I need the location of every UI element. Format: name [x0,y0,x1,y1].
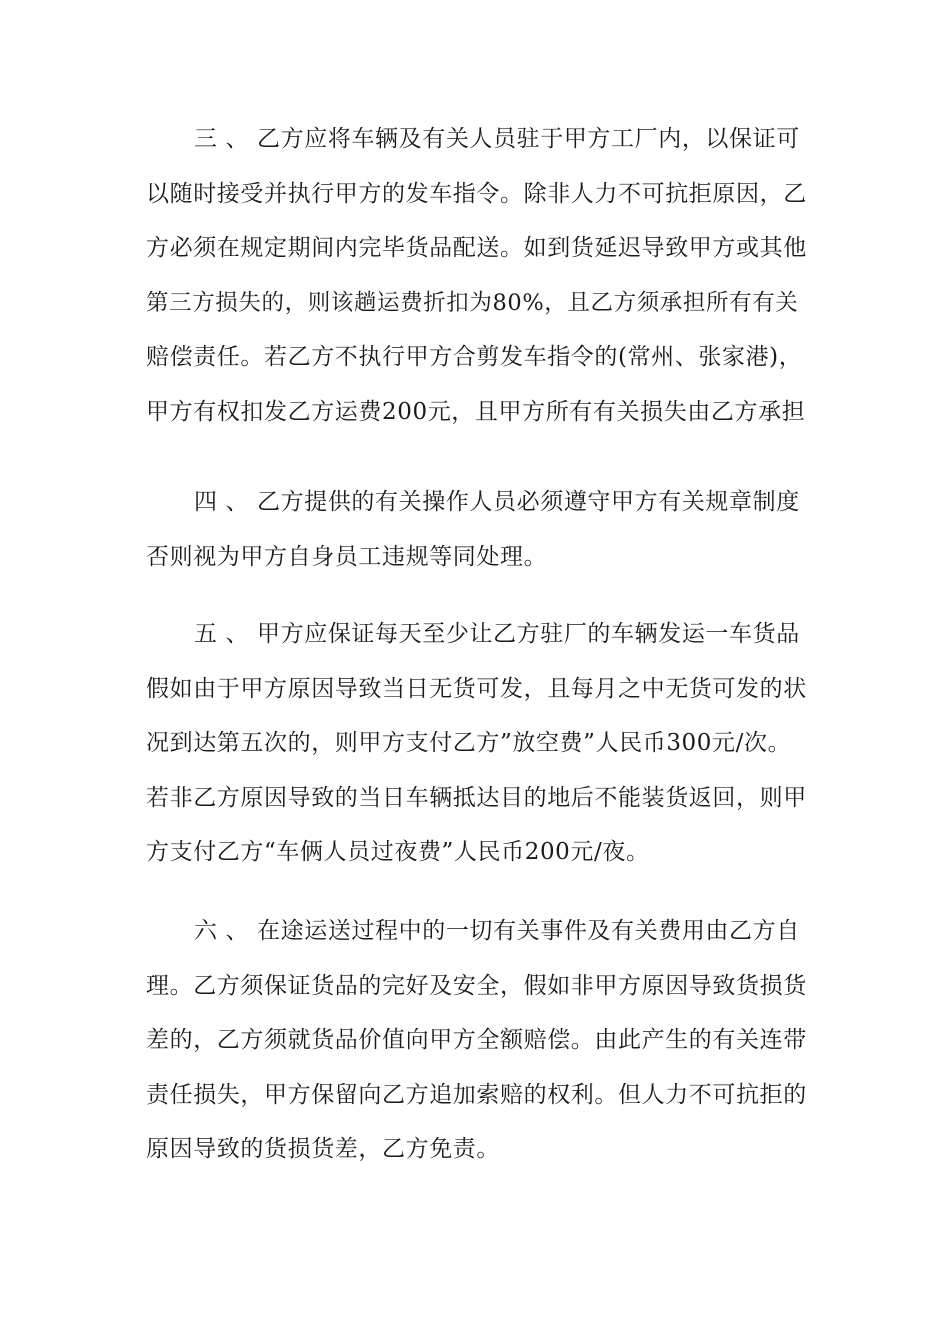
clause-six-line: 理。乙方须保证货品的完好及安全，假如非甲方原因导致货损货 [146,972,807,999]
clause-four [146,475,810,584]
clause-three-line: 以随时接受并执行甲方的发车指令。除非人力不可抗拒原因，乙 [146,180,807,207]
clause-six [146,904,810,1177]
clause-six-line: 责任损失，甲方保留向乙方追加索赔的权利。但人力不可抗拒的 [146,1081,807,1108]
clause-six-line: 原因导致的货损货差，乙方免责。 [146,1136,500,1162]
clause-three-line: 三 、 乙方应将车辆及有关人员驻于甲方工厂内，以保证可 [194,126,800,152]
clause-six-line: 六 、 在途运送过程中的一切有关事件及有关费用由乙方自 [194,918,800,944]
clause-five-line: 方支付乙方“车俩人员过夜费”人民币200元/夜。 [146,839,650,865]
clause-five-line: 况到达第五次的，则甲方支付乙方”放空费”人民币300元/次。 [146,730,792,756]
clause-five-line: 若非乙方原因导致的当日车辆抵达目的地后不能装货返回，则甲 [146,784,807,811]
clause-five [146,607,810,880]
clause-three-line: 第三方损失的，则该趟运费折扣为80%，且乙方须承担所有有关 [146,289,799,316]
clause-three-line: 赔偿责任。若乙方不执行甲方合剪发车指令的(常州、张家港)， [146,344,803,370]
clause-five-line: 五 、 甲方应保证每天至少让乙方驻厂的车辆发运一车货品 [194,621,800,647]
clause-three [146,112,810,439]
clause-six-line: 差的，乙方须就货品价值向甲方全额赔偿。由此产生的有关连带 [146,1027,807,1053]
clause-five-line: 假如由于甲方原因导致当日无货可发，且每月之中无货可发的状 [146,675,807,702]
clause-three-line: 甲方有权扣发乙方运费200元，且甲方所有有关损失由乙方承担 [146,398,806,425]
clause-four-line: 四 、 乙方提供的有关操作人员必须遵守甲方有关规章制度 [194,489,800,515]
clause-three-line: 方必须在规定期间内完毕货品配送。如到货延迟导致甲方或其他 [146,235,807,261]
clause-four-line: 否则视为甲方自身员工违规等同处理。 [146,543,548,570]
